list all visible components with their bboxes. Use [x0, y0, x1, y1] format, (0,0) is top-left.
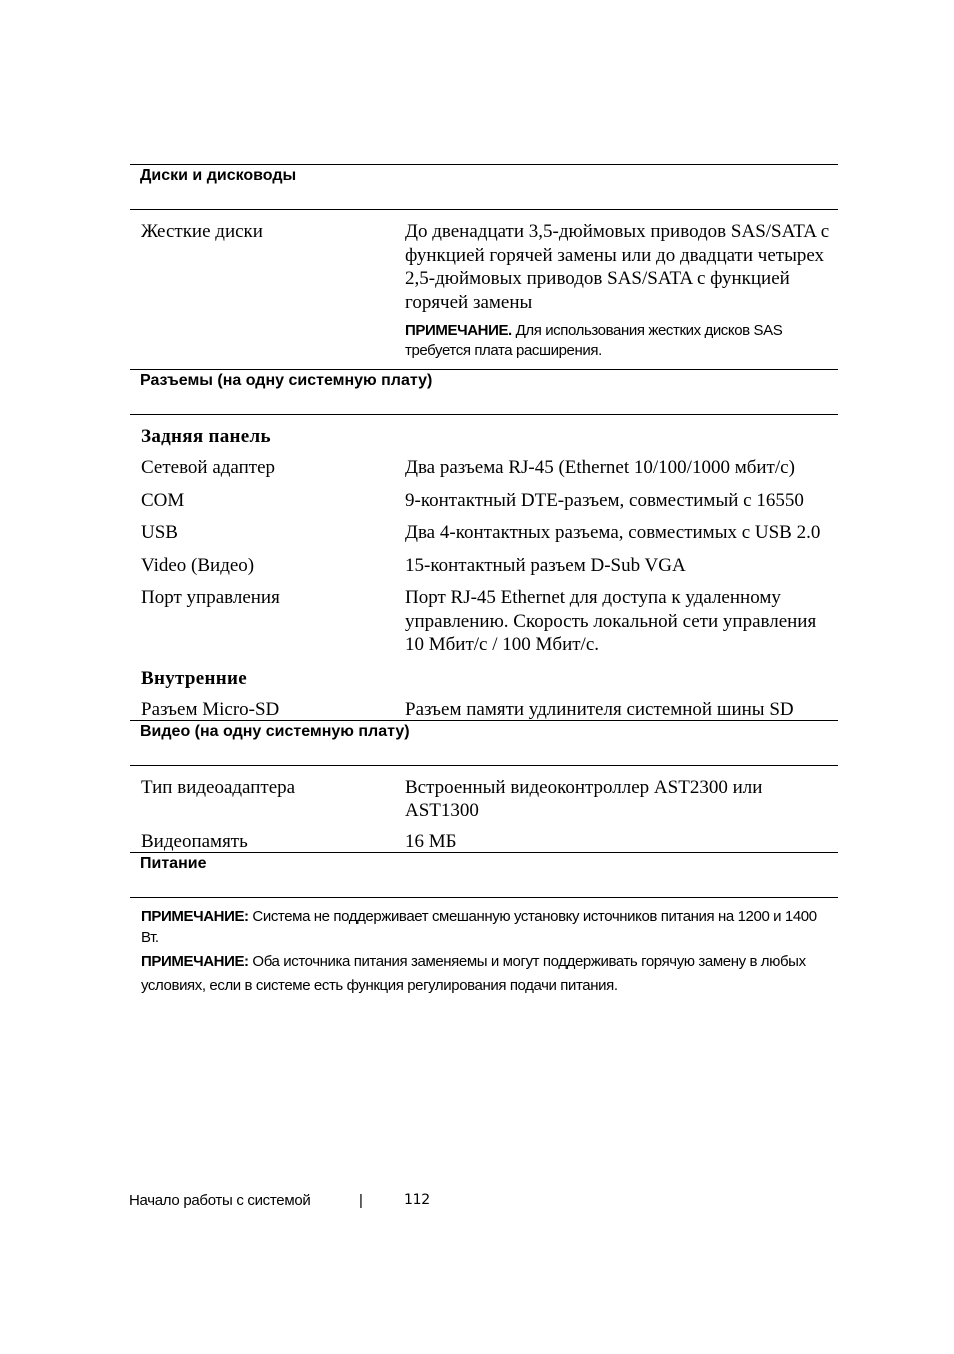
footer-title: Начало работы с системой [129, 1192, 311, 1209]
section-heading-power: Питание [130, 852, 838, 898]
spec-label: Video (Видео) [141, 554, 255, 576]
page-footer [129, 1192, 430, 1209]
spec-label: Разъем Micro-SD [141, 698, 280, 720]
spec-row-com [130, 489, 838, 513]
spec-value: 15-контактный разъем D-Sub VGA [405, 554, 686, 576]
spec-value: Встроенный видеоконтроллер AST2300 или AST1300 [405, 776, 763, 821]
spec-label: Сетевой адаптер [141, 457, 276, 478]
note-text: Для использования жестких дисков SAS требуется плата расширения. [405, 322, 783, 359]
spec-label: USB [141, 522, 178, 543]
note-label: ПРИМЕЧАНИЕ: [141, 907, 249, 925]
spec-value: Два разъема RJ-45 (Ethernet 10/100/1000 мбит/с) [405, 457, 795, 478]
note-text: Система не поддерживает смешанную установку источников питания на 1200 и 1400 Вт. [141, 907, 817, 946]
drives-note [405, 321, 838, 361]
spec-value: Разъем памяти удлинителя системной шины SD [405, 698, 794, 720]
spec-row-hard-drives [130, 220, 838, 314]
spec-value: 16 МБ [405, 830, 457, 852]
subheading-back-panel: Задняя панель [141, 426, 271, 447]
spec-value: Порт RJ-45 Ethernet для доступа к удаленному управлению. Скорость локальной сети управления 10 Мбит/с / 100 Мбит/с. [405, 587, 817, 655]
spec-row-usb [130, 521, 838, 545]
spec-label: Тип видеоадаптера [141, 776, 296, 798]
spec-value: 9-контактный DTE-разъем, совместимый с 16550 [405, 489, 804, 511]
spec-value: Два 4-контактных разъема, совместимых с USB 2.0 [405, 522, 821, 543]
spec-row-video-adapter [130, 776, 838, 823]
spec-table [130, 164, 838, 998]
spec-row-video-port [130, 554, 838, 578]
section-heading-drives: Диски и дисководы [130, 164, 838, 210]
section-heading-connectors: Разъемы (на одну системную плату) [130, 369, 838, 415]
spec-label: Видеопамять [141, 830, 248, 852]
spec-row-micro-sd [130, 700, 838, 720]
section-heading-video: Видео (на одну системную плату) [130, 720, 838, 766]
footer-separator: | [359, 1192, 363, 1209]
spec-row-network [130, 456, 838, 480]
spec-value: До двенадцати 3,5-дюймовых приводов SAS/SATA с функцией горячей замены или до двадцати четырех 2,5-дюймовых приводов SAS/SATA с функцией горячей замены [405, 221, 830, 313]
power-note-1 [130, 906, 838, 948]
drives-note-row [130, 321, 838, 361]
note-text: Оба источника питания заменяемы и могут поддерживать горячую замену в любых условиях, если в системе есть функция регулирования подачи питания. [141, 952, 806, 994]
power-note-2 [130, 950, 838, 998]
spec-row-video-memory [130, 832, 838, 852]
page-number: 112 [404, 1192, 430, 1208]
spec-label: COM [141, 489, 185, 511]
note-label: ПРИМЕЧАНИЕ: [141, 952, 249, 970]
note-label: ПРИМЕЧАНИЕ. [405, 322, 512, 339]
spec-label: Жесткие диски [141, 221, 263, 242]
spec-row-management-port [130, 586, 838, 657]
subheading-internal: Внутренние [141, 667, 247, 689]
spec-label: Порт управления [141, 587, 280, 608]
